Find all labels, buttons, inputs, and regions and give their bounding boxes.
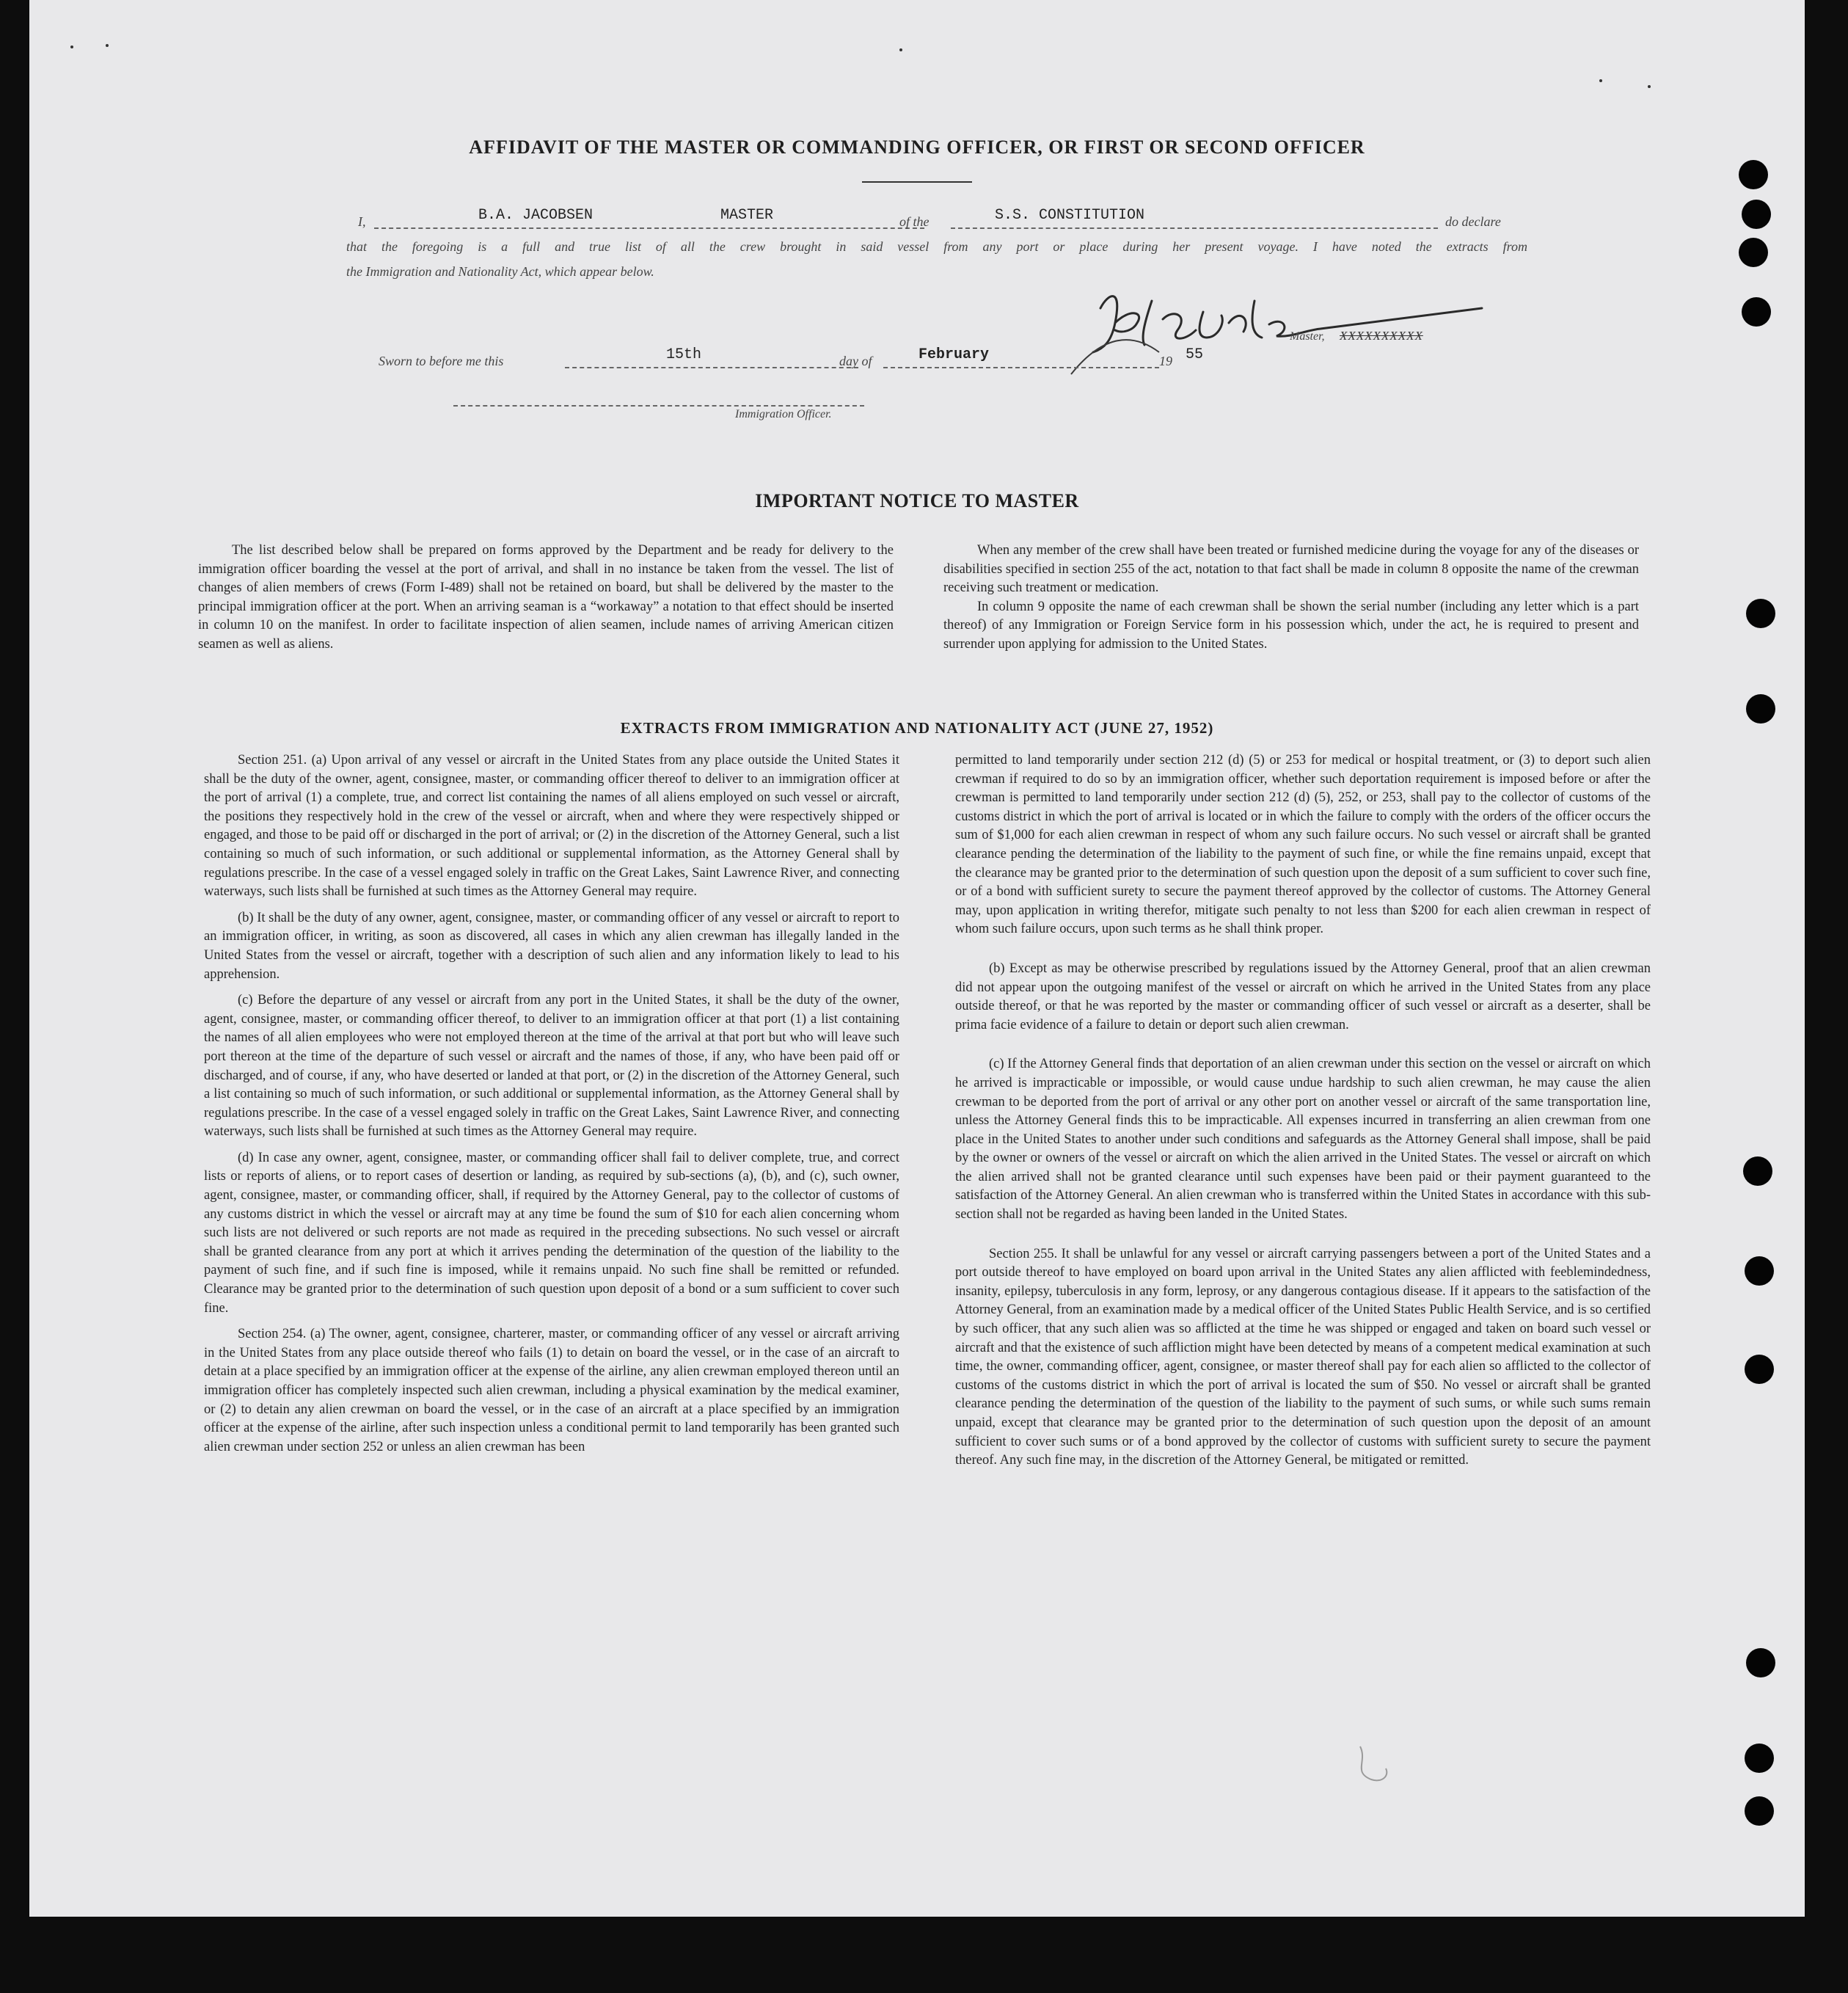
punch-hole: [1742, 200, 1771, 229]
do-declare-label: do declare: [1445, 214, 1501, 229]
notice-right-paragraph-2: In column 9 opposite the name of each crewman shall be shown the serial number (including any letter which is a part thereof) of any Immigration or Foreign Service form in his possession which, under the act, he is required to present and surrender upon applying for admission to the United States.: [943, 599, 1639, 652]
punch-hole: [1745, 1355, 1774, 1384]
notice-left: [198, 542, 894, 661]
sworn-year: 55: [1186, 346, 1204, 363]
extracts-right-column: [955, 751, 1651, 1478]
sworn-month-line: [883, 367, 1159, 368]
affidavit-title: AFFIDAVIT OF THE MASTER OR COMMANDING OFFICER, OR FIRST OR SECOND OFFICER: [469, 136, 1365, 158]
pencil-mark: [1345, 1739, 1404, 1790]
section-251-b: (b) It shall be the duty of any owner, agent, consignee, master, or commanding officer of any vessel or aircraft to report to an immigration officer, in writing, as soon as discovered, all cases in which any alien crewman has illegally landed in the United States from the vessel or aircraft, together with a description of such alien and any information likely to lead to his apprehension.: [204, 910, 899, 982]
master-name: B.A. JACOBSEN: [478, 207, 594, 224]
notice-left-paragraph: The list described below shall be prepared on forms approved by the Department and be ready for delivery to the immigration officer boarding the vessel at the port of arrival, and shall in no instance be taken from the vessel. The list of changes of alien members of crews (Form I-489) shall not be retained on board, but shall be delivered by the master to the principal immigration officer at the port. When an arriving seaman is a “workaway” a notation to that effect should be inserted in column 10 on the manifest. In order to facilitate inspection of alien seamen, include names of arriving American citizen seamen as well as aliens.: [198, 543, 894, 652]
immigration-officer-label: Immigration Officer.: [735, 408, 832, 420]
punch-hole: [1739, 160, 1768, 189]
speck: [1648, 85, 1651, 88]
sworn-day: 15th: [666, 346, 702, 363]
punch-hole: [1745, 1796, 1774, 1826]
punch-hole: [1742, 297, 1771, 327]
master-rank: MASTER: [720, 207, 774, 224]
punch-hole: [1745, 1744, 1774, 1773]
vessel-name: S.S. CONSTITUTION: [995, 207, 1145, 224]
speck: [106, 44, 109, 47]
sworn-label: Sworn to before me this: [379, 354, 504, 368]
notice-title: IMPORTANT NOTICE TO MASTER: [755, 490, 1079, 511]
vessel-line: [951, 227, 1438, 229]
punch-hole: [1743, 1156, 1772, 1186]
punch-hole: [1746, 599, 1775, 628]
master-struck-text: XXXXXXXXXX: [1340, 329, 1423, 343]
officer-line: [453, 405, 864, 407]
section-254-c: (c) If the Attorney General finds that deportation of an alien crewman under this section on the vessel or aircraft on which he arrived is impracticable or impossible, or would cause undue hardship to such alien crewman, he may cause the alien crewman to be deported from the port of arrival or any other port on another vessel or aircraft of the same transportation line, unless the Attorney General finds this to be impracticable. All expenses incurred in transferring an alien crewman from one place in the United States to another under such conditions and safeguards as the Attorney General shall impose, shall be paid by the owner or owners of the vessel or aircraft on which the alien arrived in the United States. The vessel or aircraft on which the alien arrived shall not be granted clearance until such expenses have been paid or their payment guaranteed to the satisfaction of the Attorney General. An alien crewman who is transferred within the United States in accordance with this sub-section shall not be regarded as having been landed in the United States.: [955, 1057, 1651, 1223]
of-the-label: of the: [899, 214, 930, 229]
section-251-c: (c) Before the departure of any vessel or aircraft from any port in the United States, it shall be the duty of the owner, agent, consignee, master, or commanding officer thereof, to deliver to an immigration officer at that port (1) a list containing the names of all alien employees who were not employed thereon at the time of the arrival at that port but who will leave such port thereon at the time of the departure of such vessel or aircraft and the names of those, if any, who have been paid off or discharged, and of course, if any, who have deserted or landed at that port, or (2) in the discretion of the Attorney General, such a list containing so much of such information, or such additional or supplemental information, as the Attorney General shall by regulations prescribe. In the case of a vessel engaged solely in traffic on the Great Lakes, Saint Lawrence River, and connecting waterways, such lists shall be furnished at such times as the Attorney General may require.: [204, 993, 899, 1140]
extracts-left-column: [204, 751, 899, 1464]
title-divider: [862, 181, 972, 183]
notice-right: [943, 542, 1639, 661]
speck: [70, 45, 73, 48]
speck: [1599, 79, 1602, 82]
section-254-a-continued: permitted to land temporarily under section 212 (d) (5) or 253 for medical or hospital treatment, or (3) to deport such alien crewman if required to do so by an immigration officer, whether such deportation requirement is imposed before or after the crewman is permitted to land temporarily under section 212 (d) (5), 252, or 253, shall pay to the collector of customs of the customs district in which the port of arrival is located or in which the failure to comply with the orders of the officer occurs the sum of $1,000 for each alien crewman in respect of whom any such failure occurs. No such vessel or aircraft shall be granted clearance pending the determination of the liability to the payment of such fine, or while the fine remains unpaid, except that the clearance may be granted prior to the determination of such question upon the deposit of a sum sufficient to cover such fine, or of a bond with sufficient surety to secure the payment thereof approved by the collector of customs. The Attorney General may, upon application in writing therefor, mitigate such penalty to not less than $200 for each alien crewman in respect of whom such failure occurs, upon such terms as he shall think proper.: [955, 753, 1651, 937]
i-label: I,: [358, 214, 366, 229]
punch-hole: [1746, 1648, 1775, 1677]
section-251-a: Section 251. (a) Upon arrival of any vessel or aircraft in the United States from any place outside the United States it shall be the duty of the owner, agent, consignee, master, or commanding officer thereof to deliver to an immigration officer at the port of arrival (1) a complete, true, and correct list containing the names of all aliens employed on such vessel or aircraft, the positions they respectively hold in the crew of the vessel or aircraft, when and where they were respectively shipped or engaged, and those to be paid off or discharged in the port of arrival; or (2) in the discretion of the Attorney General, such a list containing so much of such information, or such additional or supplemental information, as the Attorney General shall by regulations prescribe. In the case of a vessel engaged solely in traffic on the Great Lakes, Saint Lawrence River, and connecting waterways, such lists shall be furnished at such times as the Attorney General may require.: [204, 753, 899, 900]
speck: [899, 48, 902, 51]
declaration-line-2: the Immigration and Nationality Act, which appear below.: [346, 264, 654, 279]
master-label: Master,: [1290, 330, 1325, 343]
day-of-label: day of: [839, 354, 872, 368]
sworn-month: February: [918, 346, 990, 363]
section-255: Section 255. It shall be unlawful for any vessel or aircraft carrying passengers between a port of the United States and a port outside thereof to have employed on board upon arrival in the United States any alien afflicted with feeblemindedness, insanity, epilepsy, tuberculosis in any form, leprosy, or any dangerous contagious disease. If it appears to the satisfaction of the Attorney General, from an examination made by a medical officer of the United States Public Health Service, and is so certified by such officer, that any such alien was so afflicted at the time he was shipped or engaged and taken on board such vessel or aircraft and that the existence of such affliction might have been detected by means of a competent medical examination at such time, the owner, commanding officer, agent, consignee, or master thereof shall pay for each alien so afflicted to the collector of customs of the customs district in which the port of arrival is located the sum of $50. No vessel or aircraft shall be granted clearance pending the determination of the question of the liability to the payment of such sums, or while such sums remain unpaid, except that clearance may be granted prior to the determination of such question upon the deposit of an amount sufficient to cover such sums or of a bond approved by the collector of customs with sufficient surety to secure the payment thereof. Any such fine may, in the discretion of the Attorney General, be mitigated or remitted.: [955, 1246, 1651, 1468]
declaration-line-1: that the foregoing is a full and true list of all the crew brought in said vessel from any port or place during her present voyage. I have noted the extracts from: [346, 239, 1527, 254]
section-254-b: (b) Except as may be otherwise prescribed by regulations issued by the Attorney General, proof that an alien crewman did not appear upon the outgoing manifest of the vessel or aircraft on which he arrived in the United States from any place outside thereof, or that he was reported by the master or commanding officer of such vessel or aircraft as a deserter, shall be prima facie evidence of a failure to detain or deport such alien crewman.: [955, 961, 1651, 1032]
sworn-day-line: [565, 367, 858, 368]
section-251-d: (d) In case any owner, agent, consignee, master, or commanding officer shall fail to deliver complete, true, and correct lists or reports of aliens, or to report cases of desertion or landing, as required by sub-sections (a), (b), and (c), such owner, agent, consignee, master, or commanding officer, shall, if required by the Attorney General, pay to the collector of customs of any customs district in which the vessel or aircraft may at any time be found the sum of $10 for each alien concerning whom such lists are not delivered or such reports are not made as required in the preceding subsections. No such vessel or aircraft shall be granted clearance from any port at which it arrives pending the determination of the question of the liability to the payment of such fine, and if such fine is imposed, while it remains unpaid. No such fine shall be remitted or refunded. Clearance may be granted prior to the determination of such question upon deposit of a bond or a sum sufficient to cover such fine.: [204, 1150, 899, 1316]
name-line: [374, 227, 924, 229]
extracts-title: EXTRACTS FROM IMMIGRATION AND NATIONALITY ACT (JUNE 27, 1952): [620, 719, 1214, 737]
section-254-a: Section 254. (a) The owner, agent, consignee, charterer, master, or commanding officer of any vessel or aircraft arriving in the United States from any place outside thereof who fails (1) to detain on board the vessel, or in the case of an aircraft to detain at a place specified by an immigration officer at the expense of the airline, any alien crewman employed thereon until an immigration officer has completely inspected such alien crewman, including a physical examination by the medical examiner, or (2) to detain any alien crewman on board the vessel, or in the case of an aircraft at a place specified by an immigration officer at the expense of the airline, after such inspection unless a conditional permit to land temporarily has been granted such alien crewman under section 252 or unless an alien crewman has been: [204, 1327, 899, 1454]
notice-right-paragraph-1: When any member of the crew shall have been treated or furnished medicine during the voyage for any of the diseases or disabilities specified in section 255 of the act, notation to that fact shall be made in column 8 opposite the name of the crewman receiving such treatment or medication.: [943, 543, 1639, 595]
punch-hole: [1745, 1256, 1774, 1286]
master-signature: [1042, 279, 1526, 389]
punch-hole: [1739, 238, 1768, 267]
year-prefix: 19: [1159, 354, 1172, 368]
document-page: [29, 0, 1805, 1917]
